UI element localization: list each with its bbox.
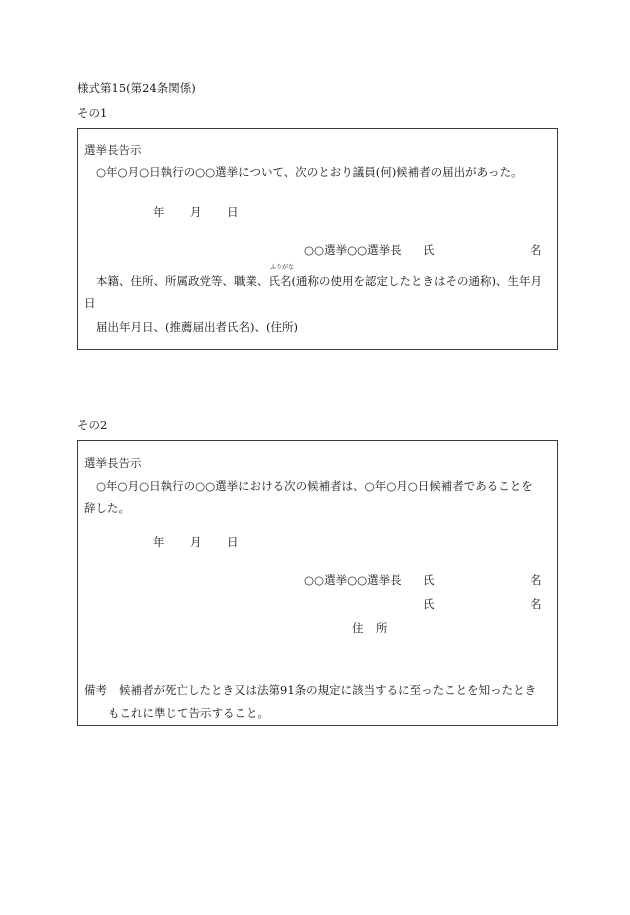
section1-date-day: 日 [227,205,239,219]
section2-note-line2: もこれに準じて告示すること。 [108,706,269,720]
section2-label: その2 [77,418,108,432]
section2-candidate-given: 名 [530,597,542,611]
section1-title: 選挙長告示 [84,143,142,157]
section2-address-second: 所 [376,621,388,635]
section2-officer-surname: 氏 [423,573,435,587]
section2-title: 選挙長告示 [84,456,142,470]
section1-items-line3: 届出年月日、(推薦届出者氏名)、(住所) [96,320,298,334]
section2-candidate-surname: 氏 [423,597,435,611]
section2-date-year: 年 [153,535,165,549]
section1-officer: ○○選挙○○選挙長 [304,243,402,257]
section2-date-month: 月 [190,535,202,549]
section1-officer-surname: 氏 [423,243,435,257]
section2-body-line1: ○年○月○日執行の○○選挙における次の候補者は、○年○月○日候補者であることを [96,479,533,493]
section1-label: その1 [77,106,108,120]
section1-items-line1: 本籍、住所、所属政党等、職業、氏名(通称の使用を認定したときはその通称)、生年月 [96,274,542,288]
section2-date-day: 日 [227,535,239,549]
section1-date-month: 月 [190,205,202,219]
section2-address-first: 住 [352,621,364,635]
section2-note-label: 備考 [84,683,107,697]
form-number: 様式第15(第24条関係) [77,81,196,95]
section1-officer-given: 名 [530,243,542,257]
section1-ruby: ふりがな [270,264,295,271]
section1-box [77,128,558,350]
section1-items-line2: 日 [84,296,96,310]
section2-officer: ○○選挙○○選挙長 [304,573,402,587]
section2-body-line2: 辞した。 [84,501,130,515]
section1-date-year: 年 [153,205,165,219]
section2-officer-given: 名 [530,573,542,587]
section2-note-line1: 候補者が死亡したとき又は法第91条の規定に該当するに至ったことを知ったとき [119,683,537,697]
section1-body-line1: ○年○月○日執行の○○選挙について、次のとおり議員(何)候補者の届出があった。 [96,165,523,179]
